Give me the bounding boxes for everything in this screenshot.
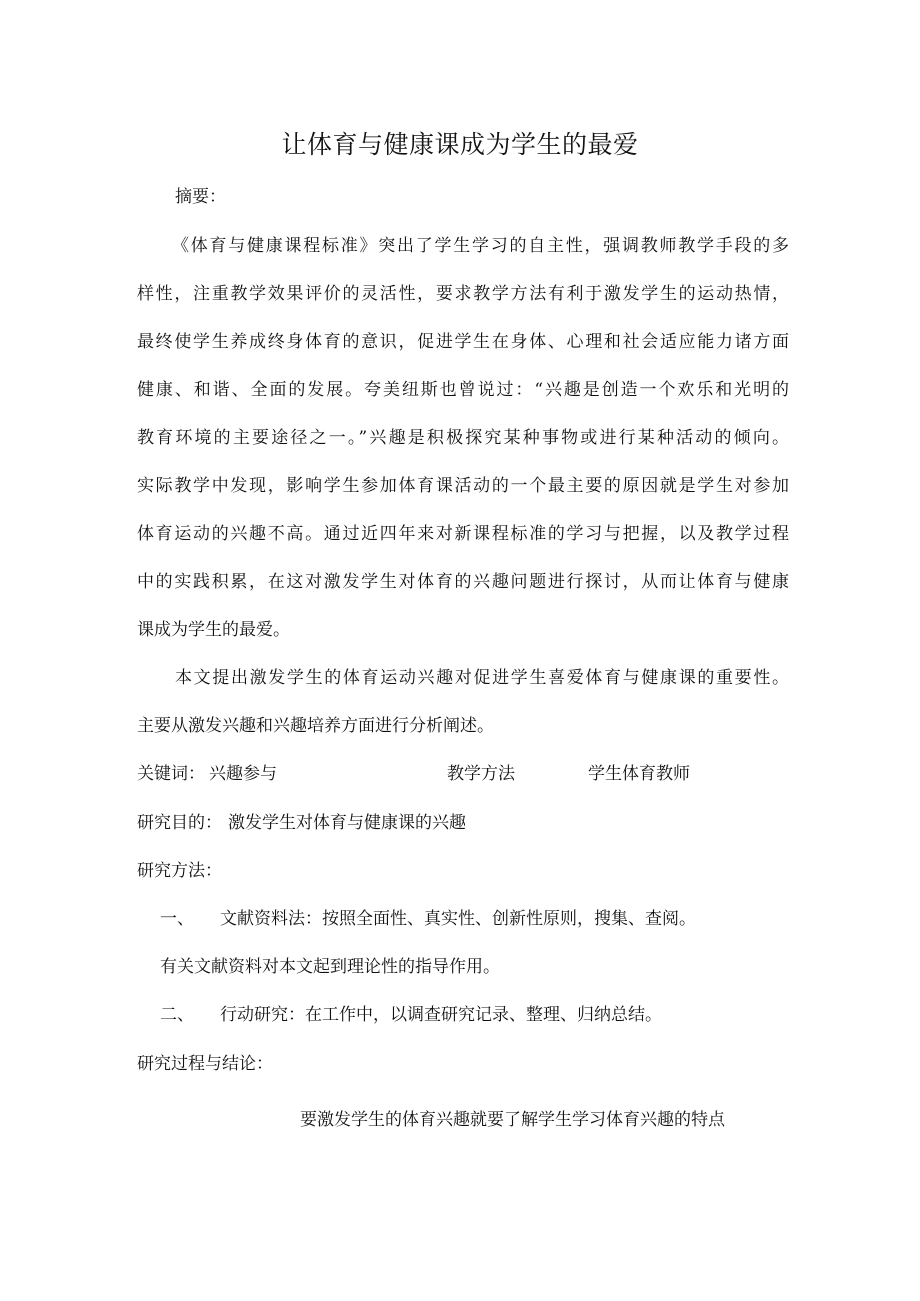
abstract-line-3: 最终使学生养成终身体育的意识，促进学生在身体、心理和社会适应能力诸方面 (137, 332, 789, 352)
abstract-line-6: 实际教学中发现，影响学生参加体育课活动的一个最主要的原因就是学生对参加 (137, 476, 789, 496)
keyword-item: 教学方法 (447, 764, 515, 784)
abstract-line-9: 课成为学生的最爱。 (137, 620, 290, 640)
methods-label: 研究方法： (137, 861, 222, 881)
abstract-p2-line-2: 主要从激发兴趣和兴趣培养方面进行分析阐述。 (137, 716, 494, 736)
purpose-label: 研究目的： (137, 813, 222, 833)
method-2-number: 二、 (160, 1005, 194, 1025)
method-1-continued: 有关文献资料对本文起到理论性的指导作用。 (160, 957, 500, 977)
process-label: 研究过程与结论： (137, 1054, 273, 1074)
method-1-text: 文献资料法：按照全面性、真实性、创新性原则，搜集、查阅。 (220, 909, 696, 929)
abstract-label: 摘要： (175, 187, 226, 207)
method-1-number: 一、 (160, 909, 194, 929)
abstract-line-4: 健康、和谐、全面的发展。夸美纽斯也曾说过：“兴趣是创造一个欢乐和光明的 (137, 380, 789, 400)
abstract-line-8: 中的实践积累，在这对激发学生对体育的兴趣问题进行探讨，从而让体育与健康 (137, 572, 789, 592)
abstract-line-1: 《体育与健康课程标准》突出了学生学习的自主性，强调教师教学手段的多 (172, 236, 789, 256)
purpose-value: 激发学生对体育与健康课的兴趣 (228, 813, 466, 833)
method-2-text: 行动研究：在工作中，以调查研究记录、整理、归纳总结。 (220, 1005, 662, 1025)
section-heading: 要激发学生的体育兴趣就要了解学生学习体育兴趣的特点 (300, 1110, 725, 1130)
keyword-item: 兴趣参与 (209, 764, 277, 784)
abstract-line-7: 体育运动的兴趣不高。通过近四年来对新课程标准的学习与把握，以及教学过程 (137, 524, 789, 544)
abstract-p2-line-1: 本文提出激发学生的体育运动兴趣对促进学生喜爱体育与健康课的重要性。 (175, 668, 789, 688)
document-title: 让体育与健康课成为学生的最爱 (281, 130, 639, 159)
keyword-item: 学生体育教师 (588, 764, 690, 784)
abstract-line-5: 教育环境的主要途径之一。”兴趣是积极探究某种事物或进行某种活动的倾向。 (137, 428, 789, 448)
keywords-label: 关键词： (137, 764, 205, 784)
abstract-line-2: 样性，注重教学效果评价的灵活性，要求教学方法有利于激发学生的运动热情， (137, 284, 789, 304)
